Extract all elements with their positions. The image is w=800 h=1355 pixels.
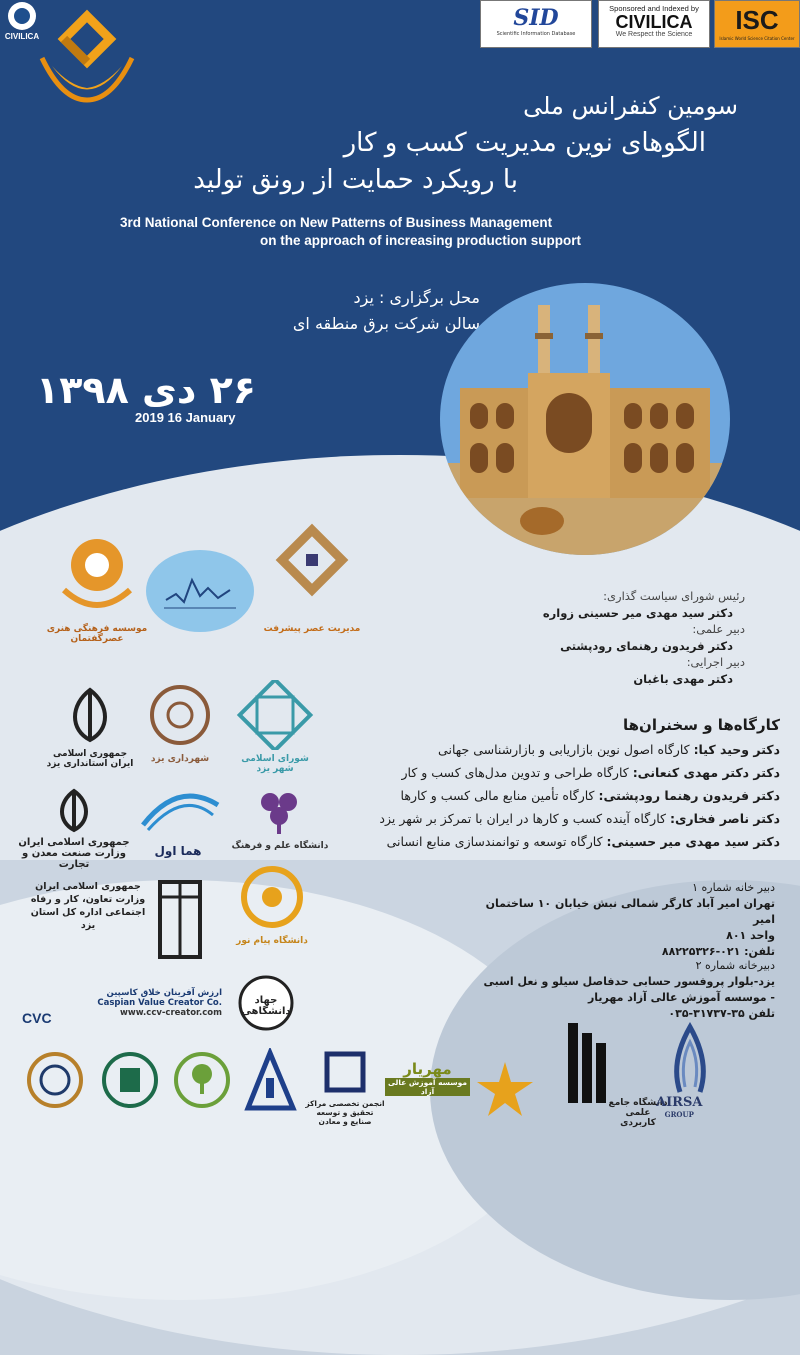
homa-aval-logo — [128, 785, 228, 858]
ccv-name-en: Caspian Value Creator Co. — [97, 998, 222, 1008]
committee-list — [445, 588, 745, 687]
secretariat-office-1 — [475, 880, 775, 960]
shora-caption: شورای اسلامی شهر یزد — [241, 754, 309, 774]
coe-logo — [25, 1050, 85, 1114]
ccv-name-fa: ارزش آفرینان خلاق کاسپین — [106, 988, 222, 998]
book-logo — [100, 1050, 160, 1114]
homa-caption: هما اول — [154, 844, 202, 858]
shahrdari-caption: شهرداری یزد — [150, 754, 210, 764]
office2-title: دبیرخانه شماره ۲ — [695, 959, 775, 972]
anjoman-logo — [305, 1050, 385, 1126]
mehryar-star-logo — [475, 1060, 535, 1124]
workshop-speaker: دکتر وحید کیا: — [693, 742, 780, 757]
sid-badge[interactable] — [480, 0, 592, 48]
title-line-2: الگوهای نوین مدیریت کسب و کار — [343, 128, 706, 158]
committee-role-chair: رئیس شورای سیاست گذاری: — [603, 589, 745, 603]
vezarat-sanat-logo — [14, 788, 134, 870]
conference-title-fa — [98, 88, 738, 198]
workshop-topic: کارگاه اصول نوین بازاریابی و بازارشناسی جهانی — [438, 742, 694, 757]
financial-engineering-logo — [146, 550, 254, 632]
office2-institute: - موسسه آموزش عالی آزاد مهریار — [587, 991, 775, 1004]
airsa-name: AIRSA — [656, 1095, 703, 1110]
office1-title: دبیر خانه شماره ۱ — [692, 881, 775, 894]
workshop-item — [320, 807, 780, 830]
workshop-speaker: دکتر فریدون رهنما رودپشتی: — [598, 788, 780, 803]
office1-address: تهران امیر آباد کارگر شمالی نبش خیابان ۱۰ ساختمان امیر — [485, 897, 775, 926]
venue-hall: سالن شرکت برق منطقه ای — [292, 314, 480, 333]
sanat-caption: جمهوری اسلامی ایران وزارت صنعت معدن و تجارت — [18, 837, 130, 870]
en-title-line-2: on the approach of increasing production support — [260, 233, 582, 248]
venue — [180, 285, 480, 337]
jahad-caption: جهاد دانشگاهی — [241, 995, 291, 1017]
mehryar-logo — [385, 1060, 470, 1096]
sid-title: SID — [513, 5, 559, 31]
workshop-item — [320, 830, 780, 853]
taavon-caption: جمهوری اسلامی ایران وزارت تعاون، کار و رفاه اجتماعی اداره کل استان یزد — [30, 881, 146, 931]
civilica-badge[interactable] — [598, 0, 710, 48]
civilica-badge-bottom: We Respect the Science — [615, 31, 693, 38]
ostandari-caption: جمهوری اسلامی ایران استانداری یزد — [46, 749, 134, 769]
mehryar-subcaption: موسسه آموزش عالی آزاد — [385, 1078, 470, 1096]
ccv-logo — [82, 988, 222, 1018]
elmi-karbordi-caption: دانشگاه جامع علمی کاربردی — [608, 1098, 668, 1128]
jahad-daneshgahi-logo — [236, 975, 296, 1035]
isc-title: ISC — [735, 5, 779, 35]
isc-subtitle: Islamic World Science Citation Center — [719, 36, 795, 41]
office1-phone: تلفن: ۰۲۱-۸۸۲۲۵۳۲۶ — [661, 945, 775, 958]
vezarat-taavon-logo — [28, 880, 148, 932]
amir-chakhmaq-photo — [440, 283, 730, 555]
title-line-3: با رویکرد حمایت از رونق تولید — [193, 165, 518, 195]
badgir-logo — [150, 872, 210, 966]
workshop-topic: کارگاه آینده کسب و کارها در ایران با تمرکز بر شهر یزد — [379, 811, 670, 826]
en-title-line-1: 3rd National Conference on New Patterns of Business Management — [120, 215, 553, 230]
payam-noor-caption: دانشگاه پیام نور — [236, 936, 308, 946]
civilica-badge-title: CIVILICA — [615, 12, 693, 32]
secretariat-office-2 — [475, 958, 775, 1022]
conference-title-en — [120, 214, 760, 250]
workshop-topic: کارگاه تأمین منابع مالی کسب و کارها — [400, 788, 599, 803]
workshop-speaker: دکتر سید مهدی میر حسینی: — [606, 834, 780, 849]
committee-name-executive: دکتر مهدی باغبان — [633, 671, 733, 686]
asr-goftman-logo — [42, 535, 152, 645]
ccv-website: www.ccv-creator.com — [120, 1008, 222, 1018]
civilica-corner-label: CIVILICA — [4, 32, 40, 41]
isc-badge[interactable] — [714, 0, 800, 48]
ccv-abbr: CVC — [22, 1010, 52, 1026]
shora-shahr-logo — [230, 680, 320, 774]
workshop-item — [320, 784, 780, 807]
elm-farhang-logo — [230, 782, 330, 851]
payam-noor-logo — [232, 862, 312, 946]
elm-caption: دانشگاه علم و فرهنگ — [231, 841, 329, 851]
workshops-section — [320, 712, 780, 853]
mehryar-caption: مهریار — [403, 1060, 452, 1078]
workshop-topic: کارگاه طراحی و تدوین مدل‌های کسب و کار — [401, 765, 633, 780]
ostandari-yazd-logo — [40, 685, 140, 769]
modiriat-asr-pishraft-logo — [262, 520, 362, 640]
date-persian: ۲۶ دی ۱۳۹۸ — [36, 368, 256, 412]
airsa-group: GROUP — [664, 1110, 694, 1119]
office2-address: یزد-بلوار پروفسور حسابی حدفاصل سیلو و نعل اسبی — [483, 975, 775, 988]
committee-name-scientific: دکتر فریدون رهنمای رودپشتی — [560, 638, 733, 653]
airsa-logo — [660, 1022, 720, 1101]
anjoman-caption: انجمن تخصصی مراکز تحقیق و توسعه صنایع و معادن — [305, 1099, 385, 1126]
tree-logo — [172, 1050, 232, 1114]
workshop-speaker: دکتر دکتر مهدی کنعانی: — [632, 765, 780, 780]
workshop-speaker: دکتر ناصر فخاری: — [669, 811, 780, 826]
committee-role-executive: دبیر اجرایی: — [686, 655, 745, 669]
workshop-topic: کارگاه توسعه و توانمندسازی منابع انسانی — [386, 834, 607, 849]
committee-role-scientific: دبیر علمی: — [692, 622, 745, 636]
civilica-badge-top: Sponsored and Indexed by — [609, 4, 699, 13]
date-gregorian: 2019 16 January — [135, 410, 236, 425]
sid-subtitle: Scientific Information Database — [496, 31, 576, 37]
elmi-karbordi-logo — [548, 1018, 668, 1128]
airsa-wordmark — [656, 1095, 702, 1119]
shahrdari-yazd-logo — [130, 680, 230, 764]
venue-city: محل برگزاری : یزد — [353, 288, 480, 307]
title-line-1: سومین کنفرانس ملی — [523, 92, 738, 120]
office2-phone: تلفن ۳۵-۳۱۷۳۷-۰۳۵ — [668, 1007, 775, 1020]
azad-university-logo — [243, 1048, 298, 1117]
modiriat-caption: مدیریت عصر پیشرفت — [263, 624, 361, 634]
office1-unit: واحد ۸۰۱ — [726, 929, 775, 942]
workshop-item — [320, 761, 780, 784]
committee-name-chair: دکتر سید مهدی میر حسینی زواره — [542, 605, 733, 620]
asr-goftman-caption: موسسه فرهنگی هنری عصرگفتمان — [46, 624, 148, 644]
workshop-item — [320, 738, 780, 761]
workshops-heading: کارگاه‌ها و سخنران‌ها — [623, 716, 780, 734]
